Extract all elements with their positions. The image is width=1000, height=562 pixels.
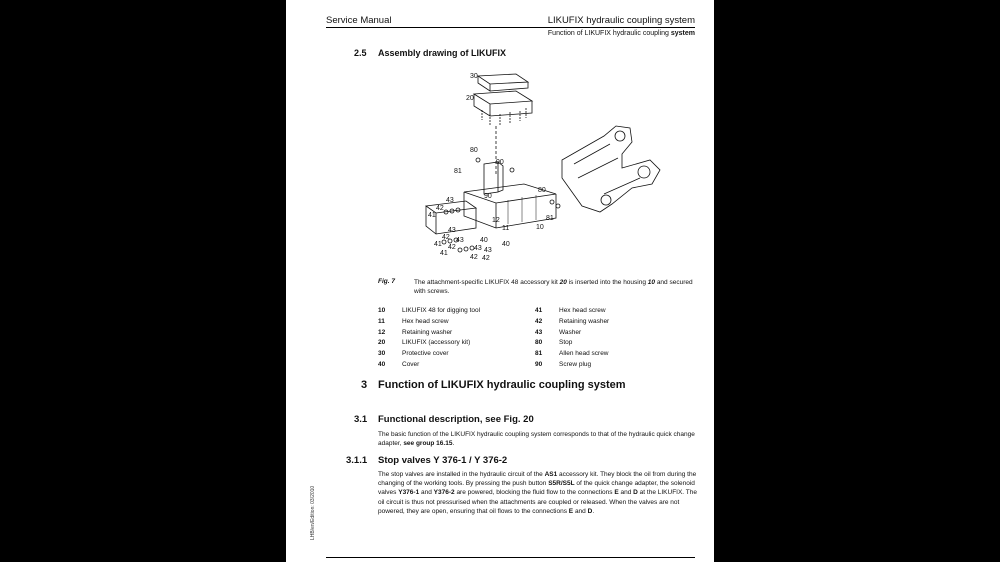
part-row: 41 Hex head screw (535, 307, 606, 314)
footer-rule (326, 557, 695, 558)
callout: 81 (454, 168, 462, 175)
callout: 41 (428, 212, 436, 219)
callout: 30 (470, 73, 478, 80)
header-subtitle: Function of LIKUFIX hydraulic coupling system (547, 30, 695, 37)
protective-cover-drawing (478, 74, 528, 91)
callout: 43 (474, 245, 482, 252)
part-row: 12 Retaining washer (378, 328, 453, 336)
callout: 42 (482, 255, 490, 262)
section-2-5-number: 2.5 (354, 48, 367, 58)
figure-caption: The attachment-specific LIKUFIX 48 accessory kit 20 is inserted into the housing 10 and secured with screws. (414, 279, 693, 295)
callout: 43 (446, 197, 454, 204)
callout: 40 (502, 241, 510, 248)
part-row: 81 Allen head screw (535, 350, 609, 358)
callout: 41 (434, 241, 442, 248)
section-3-1-1-number: 3.1.1 (346, 455, 368, 466)
part-row: 10 LIKUFIX 48 for digging tool (378, 307, 481, 314)
part-row: 43 Washer (535, 328, 582, 336)
callout: 43 (484, 247, 492, 254)
callout: 42 (436, 205, 444, 212)
part-row: 11 Hex head screw (378, 317, 449, 325)
part-row: 42 Retaining washer (535, 317, 610, 325)
part-row: 40 Cover (378, 360, 420, 368)
parts-list-right (535, 306, 609, 371)
accessory-kit-drawing (474, 91, 532, 116)
callout: 90 (496, 159, 504, 166)
callout: 43 (456, 237, 464, 244)
header-right: LIKUFIX hydraulic coupling system (547, 15, 695, 26)
callout: 41 (440, 250, 448, 257)
figure-callouts (428, 73, 554, 262)
section-3-title: Function of LIKUFIX hydraulic coupling system (378, 379, 626, 391)
section-3-number: 3 (361, 379, 368, 391)
part-row: 30 Protective cover (378, 350, 449, 358)
section-3-1-1-title: Stop valves Y 376-1 / Y 376-2 (378, 455, 508, 466)
section-2-5-title: Assembly drawing of LIKUFIX (378, 48, 507, 58)
callout: 11 (502, 225, 510, 232)
document-page (286, 0, 714, 562)
callout: 42 (470, 254, 478, 261)
section-3-1-text: The basic function of the LIKUFIX hydraulic coupling system corresponds to that of the hydraulic quick change adapter, see group 16.15. (378, 431, 695, 448)
header-left: Service Manual (326, 15, 392, 26)
assembly-drawing (404, 66, 684, 266)
callout: 12 (492, 217, 500, 224)
callout: 20 (466, 95, 474, 102)
header-rule (326, 27, 695, 28)
section-3-1-1-text: The stop valves are installed in the hydraulic circuit of the AS1 accessory kit. They block the oil from during the changing of the working tools. By pressing the push button S5R/S5L of the quick change adapter, the solenoid valves Y376-1 and Y376-2 are powered, blocking the fluid flow to the connections E and D at the LIKUFIX. The oil circuit is thus not pressurised when the attachments are coupled or released. When the valves are not powered, they are open, ensuring that oil flows to the connections E and D. (378, 471, 698, 515)
callout: 80 (538, 187, 546, 194)
part-row: 90 Screw plug (535, 360, 592, 368)
callout: 81 (546, 215, 554, 222)
callout: 43 (448, 227, 456, 234)
callout: 80 (470, 147, 478, 154)
callout: 42 (448, 244, 456, 251)
parts-list-left (378, 306, 480, 371)
part-row: 20 LIKUFIX (accessory kit) (378, 339, 471, 347)
part-row: 80 Stop (535, 339, 573, 347)
callout: 10 (536, 224, 544, 231)
section-3-1-title: Functional description, see Fig. 20 (378, 414, 534, 425)
edition-note: LHB/en/Edition: 03/2010 (310, 485, 316, 540)
section-3-1-number: 3.1 (354, 414, 368, 425)
figure-label: Fig. 7 (378, 278, 395, 285)
callout: 42 (442, 234, 450, 241)
callout: 90 (484, 193, 492, 200)
callout: 40 (480, 237, 488, 244)
